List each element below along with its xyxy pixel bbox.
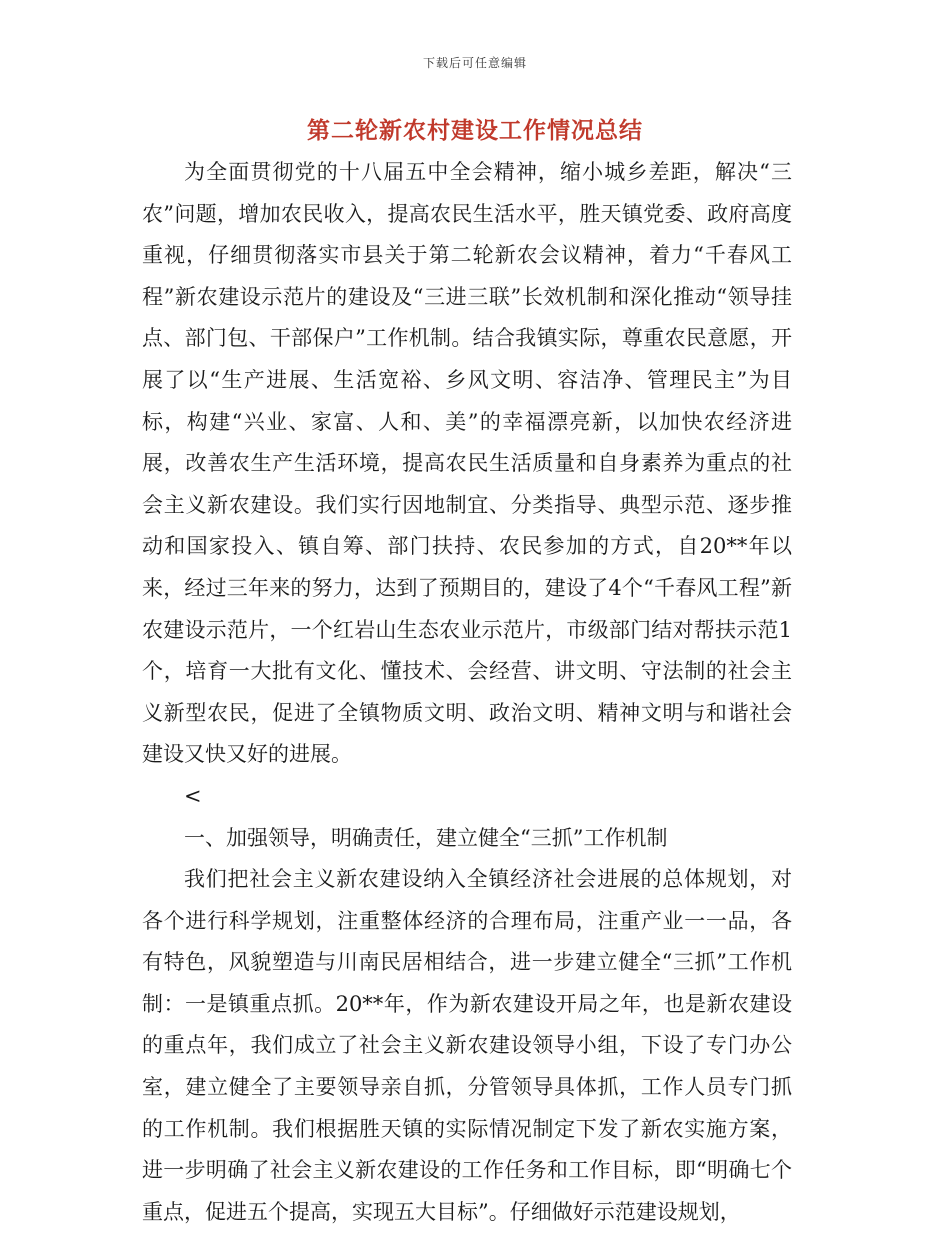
header-note: 下载后可任意编辑 — [422, 56, 527, 70]
document-title: 第二轮新农村建设工作情况总结 — [307, 117, 643, 144]
paragraph-section-1: 我们把社会主义新农建设纳入全镇经济社会进展的总体规划，对各个进行科学规划，注重整体经济的合理布局，注重产业一一品，各有特色，风貌塑造与川南民居相结合，进一步建立健全“三抓”工作机制：一是镇重点抓。20**年，作为新农建设开局之年，也是新农建设的重点年，我们成立了社会主义新农建设领导小组，下设了专门办公室，建立健全了主要领导亲自抓，分管领导具体抓，工作人员专门抓的工作机制。我们根据胜天镇的实际情况制定下发了新农实施方案，进一步明确了社会主义新农建设的工作任务和工作目标，即“明确七个重点，促进五个提高，实现五大目标”。仔细做好示范建设规划， — [142, 867, 792, 1224]
section-heading: 一、加强领导，明确责任，建立健全“三抓”工作机制 — [184, 825, 668, 850]
stray-marker: < — [184, 783, 202, 808]
document-body — [142, 152, 792, 1233]
paragraph-intro: 为全面贯彻党的十八届五中全会精神，缩小城乡差距，解决“三农”问题，增加农民收入，提高农民生活水平，胜天镇党委、政府高度重视，仔细贯彻落实市县关于第二轮新农会议精神，着力“千春风工程”新农建设示范片的建设及“三进三联”长效机制和深化推动“领导挂点、部门包、干部保户”工作机制。结合我镇实际，尊重农民意愿，开展了以“生产进展、生活宽裕、乡风文明、容洁净、管理民主”为目标，构建“兴业、家富、人和、美”的幸福漂亮新，以加快农经济进展，改善农生产生活环境，提高农民生活质量和自身素养为重点的社会主义新农建设。我们实行因地制宜、分类指导、典型示范、逐步推动和国家投入、镇自筹、部门扶持、农民参加的方式，自20**年以来，经过三年来的努力，达到了预期目的，建设了4个“千春风工程”新农建设示范片，一个红岩山生态农业示范片，市级部门结对帮扶示范1个，培育一大批有文化、懂技术、会经营、讲文明、守法制的社会主义新型农民，促进了全镇物质文明、政治文明、精神文明与和谐社会建设又快又好的进展。 — [142, 160, 792, 767]
